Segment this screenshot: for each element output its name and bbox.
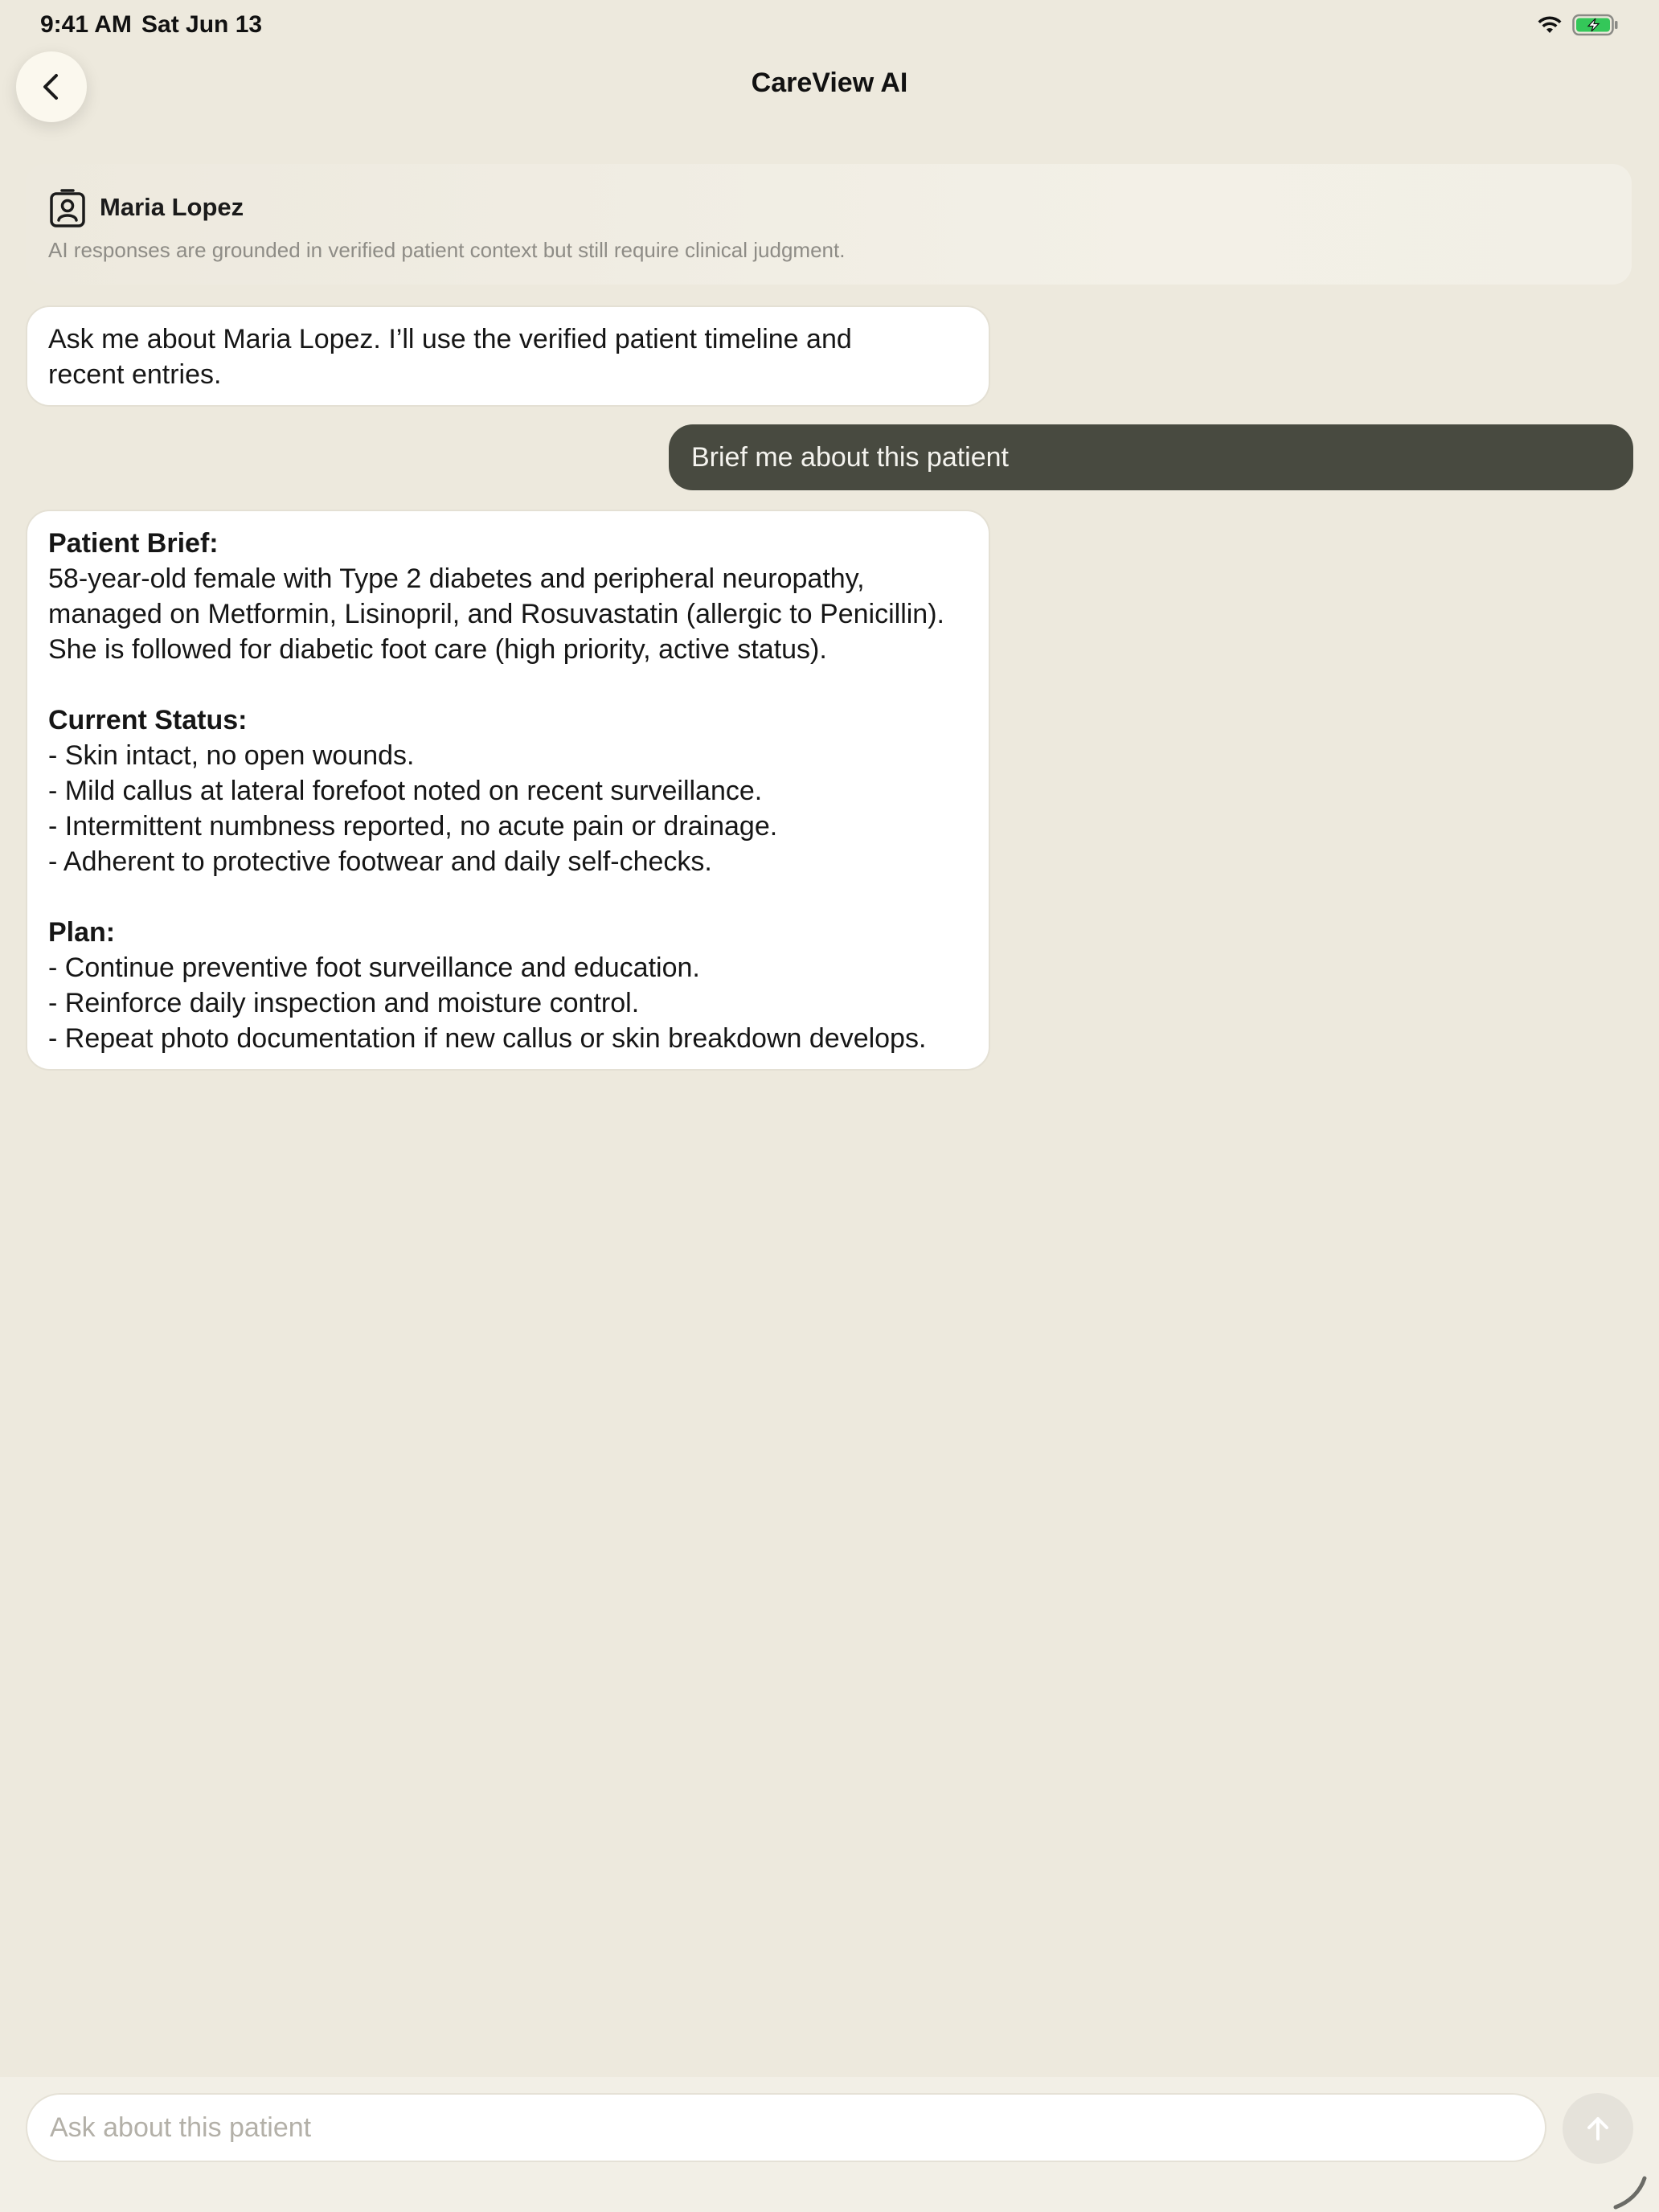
plan-line: - Repeat photo documentation if new callus or skin breakdown develops. (48, 1023, 927, 1054)
page-title: CareView AI (751, 68, 908, 98)
patient-question-input[interactable] (26, 2093, 1546, 2162)
plan-line: - Reinforce daily inspection and moisture control. (48, 988, 640, 1018)
brief-line: managed on Metformin, Lisinopril, and Rosuvastatin (allergic to Penicillin). (48, 599, 944, 629)
status-line: - Skin intact, no open wounds. (48, 740, 415, 771)
message-line: recent entries. (48, 359, 222, 390)
wifi-icon (1537, 15, 1563, 35)
patient-context-card (26, 164, 1632, 285)
status-line: - Mild callus at lateral forefoot noted on recent surveillance. (48, 776, 763, 806)
status-time: 9:41 AM (40, 11, 132, 38)
section-spacer (48, 667, 968, 703)
battery-charging-icon (1572, 14, 1619, 36)
status-bar (0, 0, 1659, 51)
status-date: Sat Jun 13 (141, 11, 263, 38)
send-button[interactable] (1563, 2093, 1633, 2164)
plan-line: - Continue preventive foot surveillance and education. (48, 952, 700, 983)
patient-name: Maria Lopez (100, 193, 244, 221)
id-badge-icon (48, 188, 87, 228)
brief-line: 58-year-old female with Type 2 diabetes and peripheral neuropathy, (48, 563, 865, 594)
section-heading: Patient Brief: (48, 528, 219, 559)
section-heading: Current Status: (48, 705, 248, 735)
message-line: Ask me about Maria Lopez. I’ll use the verified patient timeline and (48, 324, 852, 354)
section-heading: Plan: (48, 917, 116, 948)
message-text: Brief me about this patient (691, 442, 1010, 473)
brief-line: She is followed for diabetic foot care (high priority, active status). (48, 634, 827, 665)
section-spacer (48, 879, 968, 915)
composer-bar (0, 2077, 1659, 2212)
status-line: - Adherent to protective footwear and daily self-checks. (48, 846, 712, 877)
ai-disclaimer: AI responses are grounded in verified patient context but still require clinical judgment. (48, 238, 846, 262)
arrow-up-icon (1582, 2112, 1614, 2144)
status-icons (1537, 11, 1619, 39)
scribble-handle-icon (1611, 2170, 1651, 2210)
assistant-message (26, 305, 990, 407)
assistant-message-brief (26, 510, 990, 1071)
user-message (669, 424, 1633, 490)
status-line: - Intermittent numbness reported, no acute pain or drainage. (48, 811, 778, 842)
